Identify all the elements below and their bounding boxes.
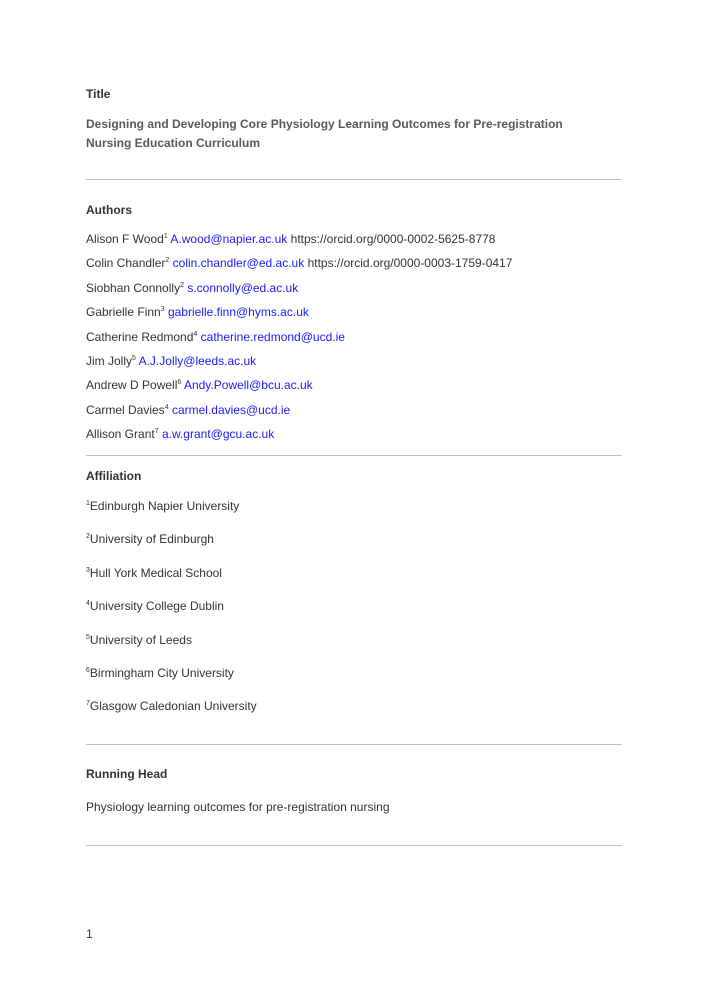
author-row [86,305,309,319]
affiliation-name: Edinburgh Napier University [89,499,240,513]
author-email-link[interactable]: gabrielle.finn@hyms.ac.uk [167,305,309,320]
author-name: Carmel Davies [86,402,165,417]
affiliation-row [86,633,192,647]
author-orcid: https://orcid.org/0000-0002-5625-8778 [290,232,496,246]
affiliation-number: 1 [86,500,90,507]
author-email-link[interactable]: catherine.redmond@ucd.ie [200,329,345,344]
affiliation-name: University of Edinburgh [89,532,214,547]
affiliation-heading: Affiliation [86,469,142,483]
author-row [86,232,495,246]
affiliation-row [86,532,214,546]
author-affiliation-number: 4 [193,330,198,338]
affiliation-name: Hull York Medical School [89,565,222,580]
affiliation-number: 5 [86,633,90,641]
author-affiliation-number: 4 [164,403,169,411]
author-name: Gabrielle Finn [86,305,161,320]
author-affiliation-number: 1 [163,233,168,240]
author-name: Jim Jolly [86,354,133,368]
affiliation-number: 4 [86,600,90,608]
divider [86,845,622,846]
author-row [86,403,290,417]
affiliation-number: 2 [86,533,90,541]
author-row [86,256,512,270]
affiliation-row [86,566,222,580]
affiliation-row [86,499,239,513]
author-row [86,330,345,344]
running-head-text: Physiology learning outcomes for pre-registration nursing [86,800,390,814]
author-email-link[interactable]: Andy.Powell@bcu.ac.uk [183,378,313,393]
author-name: Catherine Redmond [86,329,194,344]
author-affiliation-number: 2 [180,281,184,289]
page-number: 1 [86,927,93,941]
author-row [86,281,298,295]
authors-heading: Authors [86,203,132,217]
author-affiliation-number: 2 [165,257,170,265]
affiliation-number: 6 [86,667,90,674]
affiliation-name: Glasgow Caledonian University [89,699,257,714]
affiliation-row [86,599,224,613]
author-email-link[interactable]: carmel.davies@ucd.ie [171,402,291,417]
author-affiliation-number: 6 [177,379,182,387]
author-name: Allison Grant [86,427,155,442]
author-affiliation-number: 5 [132,355,136,362]
author-name: Colin Chandler [86,256,166,271]
divider [86,455,622,456]
divider [86,179,622,180]
paper-title: Designing and Developing Core Physiology Learning Outcomes for Pre-registration Nursing Education Curriculum [86,117,563,150]
author-name: Siobhan Connolly [86,280,181,295]
affiliation-name: University of Leeds [89,632,192,647]
affiliation-row [86,666,234,680]
affiliation-name: University College Dublin [89,599,224,614]
author-orcid: https://orcid.org/0000-0003-1759-0417 [307,256,513,271]
affiliation-name: Birmingham City University [89,666,234,680]
author-affiliation-number: 7 [154,428,159,436]
author-email-link[interactable]: A.wood@napier.ac.uk [170,232,288,246]
author-row [86,378,313,392]
author-email-link[interactable]: s.connolly@ed.ac.uk [187,280,299,295]
author-email-link[interactable]: colin.chandler@ed.ac.uk [172,256,305,271]
author-row [86,427,274,441]
author-affiliation-number: 3 [160,306,165,314]
author-email-link[interactable]: A.J.Jolly@leeds.ac.uk [138,354,257,368]
running-head-heading: Running Head [86,767,168,781]
author-row [86,354,256,368]
divider [86,744,622,745]
affiliation-number: 3 [86,566,90,574]
author-name: Alison F Wood [86,232,164,246]
title-heading: Title [86,87,111,101]
affiliation-number: 7 [86,700,90,708]
author-email-link[interactable]: a.w.grant@gcu.ac.uk [161,427,275,442]
author-name: Andrew D Powell [86,378,178,393]
affiliation-row [86,699,257,713]
